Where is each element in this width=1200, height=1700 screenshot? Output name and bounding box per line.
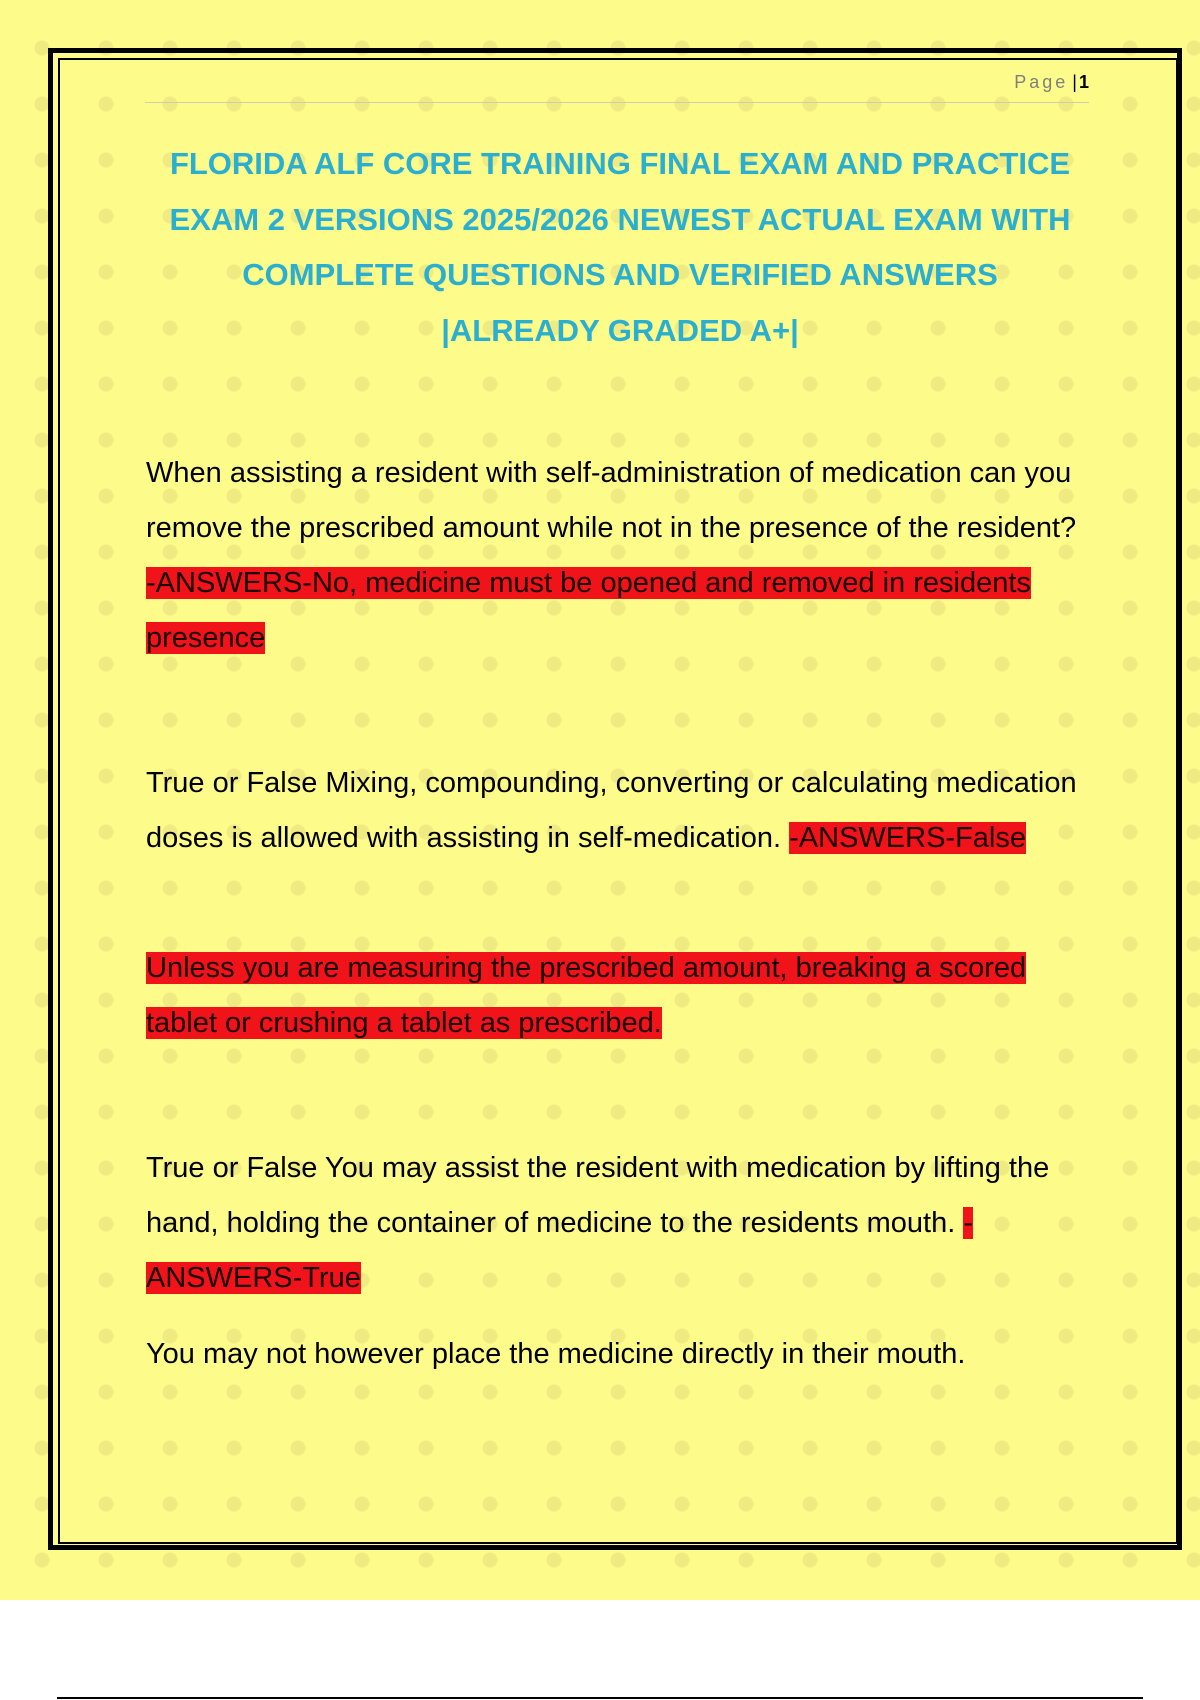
title-line-1: FLORIDA ALF CORE TRAINING FINAL EXAM AND PRACTICE xyxy=(169,146,1071,181)
page-separator: | xyxy=(1072,72,1077,92)
question-3-answer: -ANSWERS-True xyxy=(146,1207,974,1294)
question-3-note xyxy=(146,1327,1086,1382)
question-2 xyxy=(146,756,1086,866)
question-2-text: True or False Mixing, compounding, converting or calculating medication doses is allowed with assisting in self-medication. xyxy=(146,767,1077,854)
question-2-note xyxy=(146,941,1086,1051)
question-2-note-text: Unless you are measuring the prescribed amount, breaking a scored tablet or crushing a tablet as prescribed. xyxy=(146,952,1027,1039)
question-1-text: When assisting a resident with self-administration of medication can you remove the prescribed amount while not in the presence of the resident? xyxy=(146,457,1077,544)
page-header xyxy=(145,72,1089,103)
question-3-note-text: You may not however place the medicine directly in their mouth. xyxy=(146,1338,966,1370)
question-1-answer: -ANSWERS-No, medicine must be opened and removed in residents presence xyxy=(146,567,1031,654)
document-title xyxy=(140,136,1100,358)
question-3 xyxy=(146,1141,1086,1306)
question-3-text: True or False You may assist the resident with medication by lifting the hand, holding the container of medicine to the residents mouth. xyxy=(146,1152,1050,1239)
question-1 xyxy=(146,446,1086,666)
page-label: Page xyxy=(1014,72,1069,92)
title-line-4: |ALREADY GRADED A+| xyxy=(441,312,799,348)
question-2-answer: -ANSWERS-False xyxy=(789,822,1026,854)
title-line-3: COMPLETE QUESTIONS AND VERIFIED ANSWERS xyxy=(242,257,998,292)
title-line-2: EXAM 2 VERSIONS 2025/2026 NEWEST ACTUAL EXAM WITH xyxy=(169,201,1071,237)
page-number: 1 xyxy=(1078,72,1089,92)
footer-divider xyxy=(57,1697,1143,1699)
